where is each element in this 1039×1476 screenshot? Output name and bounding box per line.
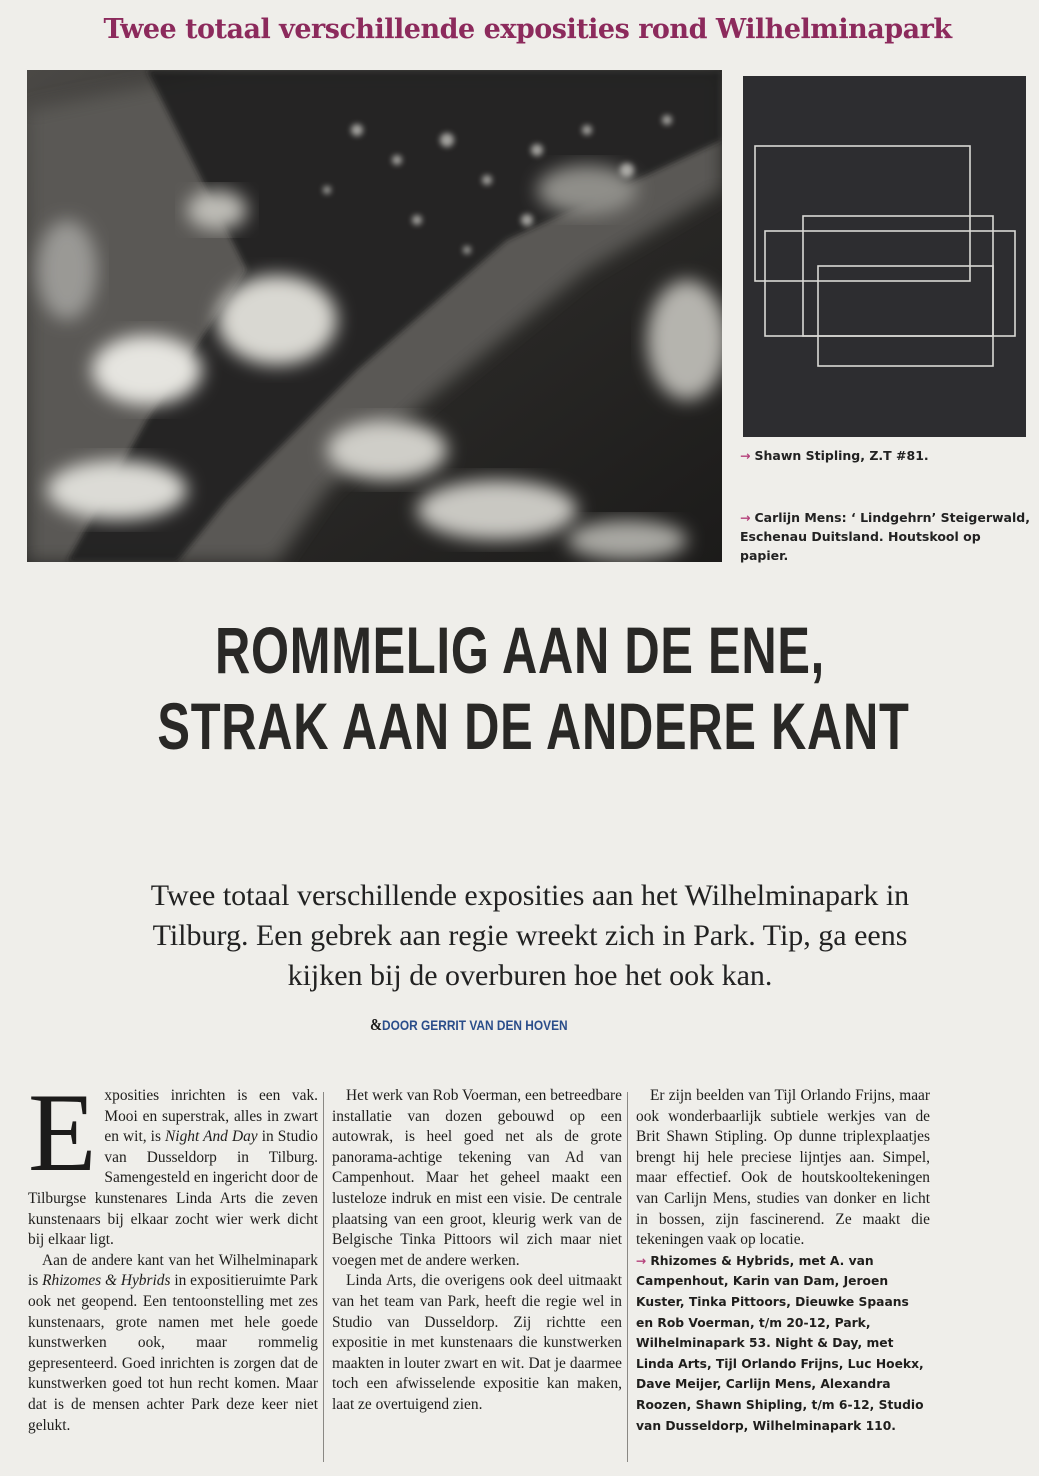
headline (157, 612, 910, 764)
paragraph: Er zijn beelden van Tijl Orlando Frijns, maar ook wonderbaarlijk subtiele werkjes van de Brit Shawn Stipling. Op dunne triplexplaatjes brengt hij hele preciese lijntjes aan. Simpel, maar effectief. Ook de houtskooltekeningen van Carlijn Mens, studies van donker en licht in bossen, zijn fascinerend. Ze maakt die tekeningen vaak op locatie. (636, 1087, 930, 1249)
caption-main-photo: → Carlijn Mens: ‘ Lindgehrn’ Steigerwald, Eschenau Duitsland. Houtskool op papier. (740, 510, 1030, 563)
drop-cap: E (28, 1086, 97, 1195)
caption-side-photo: → Shawn Stipling, Z.T #81. (740, 448, 929, 463)
arrow-icon: → (740, 448, 751, 463)
article-column-3 (636, 1086, 930, 1466)
arrow-icon: → (740, 510, 751, 525)
arrow-icon: → (636, 1253, 647, 1268)
headline-line-1: ROMMELIG AAN DE ENE, (215, 613, 825, 687)
paragraph: Linda Arts, die overigens ook deel uitmaakt van het team van Park, heeft die regie wel in Studio van Dusseldorp. Zij richtte een expositie in met kunstenaars die kunstwerken maakten in louter zwart en wit. Dat je daarmee toch een afwisselende expositie kan maken, laat ze overtuigend zien. (332, 1272, 622, 1413)
exhibition-info: → Rhizomes & Hybrids, met A. van Campenhout, Karin van Dam, Jeroen Kuster, Tinka Pittoors, Dieuwke Spaans en Rob Voerman, t/m 20-12, Park, Wilhelminapark 53. Night & Day, met Linda Arts, Tijl Orlando Frijns, Luc Hoekx, Dave Meijer, Carlijn Mens, Alexandra Roozen, Shawn Shipling, t/m 6-12, Studio van Dusseldorp, Wilhelminapark 110. (636, 1253, 924, 1433)
paragraph: Aan de andere kant van het Wilhelminapark is Rhizomes & Hybrids in expositieruimte Park ook net geopend. Een tentoonstelling met zes kunstenaars, grote namen met hele goede kunstwerken ook, maar rommelig gepresenteerd. Goed inrichten is zorgen dat de kunstwerken goed tot hun recht komen. Maar dat is de mensen achter Park deze keer niet gelukt. (28, 1251, 318, 1434)
kicker-title: Twee totaal verschillende exposities rond Wilhelminapark (103, 14, 952, 45)
side-photo (743, 76, 1026, 437)
column-divider (627, 1092, 628, 1462)
intro-lead: Twee totaal verschillende exposities aan het Wilhelminapark in Tilburg. Een gebrek aan regie wreekt zich in Park. Tip, ga eens kijken bij de overburen hoe het ook kan. (150, 879, 910, 992)
byline: &DOOR GERRIT VAN DEN HOVEN (370, 1015, 568, 1034)
side-photo-art (743, 76, 1026, 437)
main-photo-art (27, 70, 722, 562)
article-column-2 (332, 1086, 622, 1466)
paragraph: Het werk van Rob Voerman, een betreedbare installatie van dozen gebouwd op een autowrak, is heel goed net als de grote panorama-achtige tekening van Ad van Campenhout. Maar het geheel maakt een lusteloze indruk en mist een visie. De centrale plaatsing van een groot, kleurig werk van de Belgische Tinka Pittoors wil zich maar niet voegen met de andere werken. (332, 1087, 622, 1269)
column-divider (323, 1092, 324, 1462)
main-photo (27, 70, 722, 562)
paragraph: Exposities inrichten is een vak. Mooi en superstrak, alles in zwart en wit, is Night And Day in Studio van Dusseldorp in Tilburg. Samengesteld en ingericht door de Tilburgse kunstenares Linda Arts die zeven kunstenaars bij elkaar zocht wier werk dicht bij elkaar ligt. (28, 1086, 318, 1249)
headline-line-2: STRAK AAN DE ANDERE KANT (157, 689, 910, 763)
article-column-1 (28, 1086, 318, 1466)
